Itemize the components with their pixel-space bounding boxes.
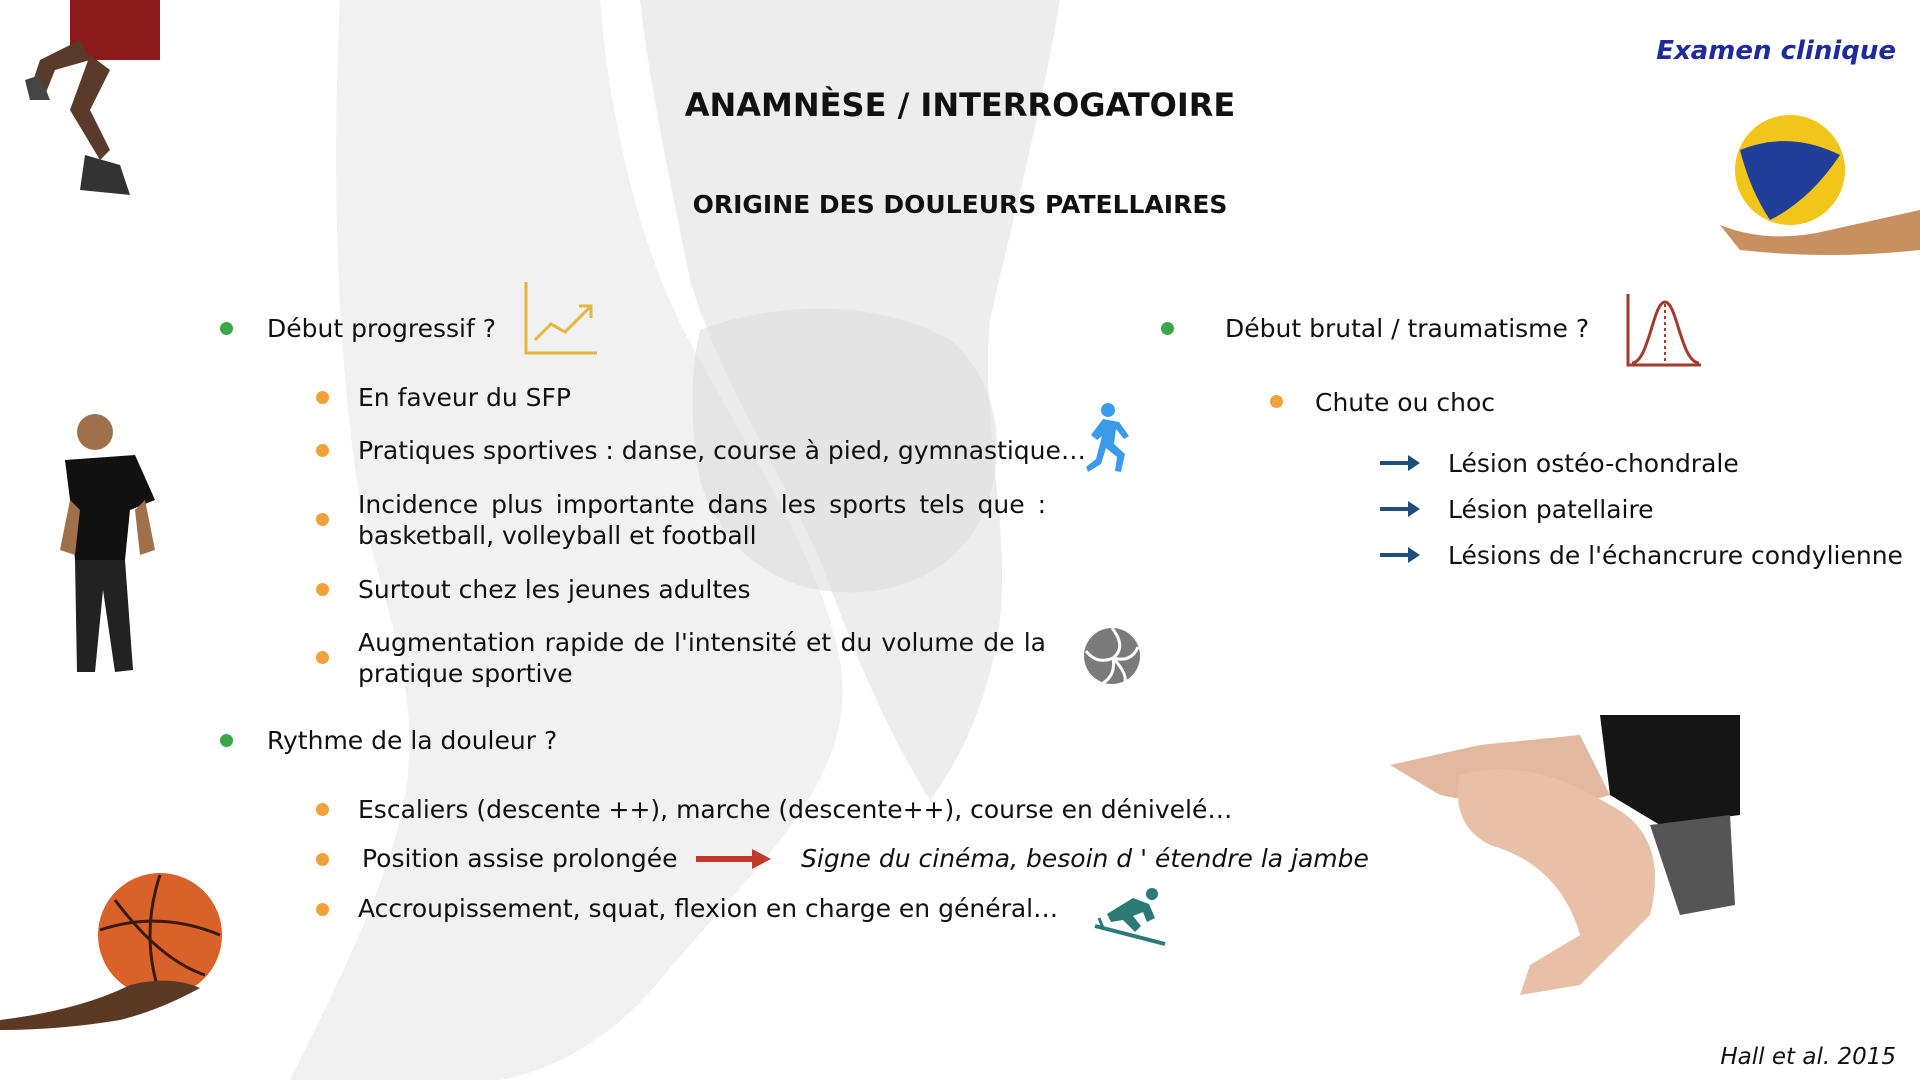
bullet-orange bbox=[316, 853, 329, 866]
page-subtitle: ORIGINE DES DOULEURS PATELLAIRES bbox=[692, 190, 1228, 219]
bullet-orange bbox=[316, 391, 329, 404]
heading-debut-brutal: Début brutal / traumatisme ? bbox=[1225, 314, 1590, 343]
citation: Hall et al. 2015 bbox=[1720, 1044, 1896, 1070]
lesion-item: Lésion patellaire bbox=[1448, 495, 1654, 524]
page-title: ANAMNÈSE / INTERROGATOIRE bbox=[684, 86, 1236, 124]
list-item: Accroupissement, squat, flexion en charge en général… bbox=[358, 894, 1059, 923]
bullet-green bbox=[220, 734, 233, 747]
heading-debut-progressif: Début progressif ? bbox=[267, 314, 496, 343]
lesion-item: Lésions de l'échancrure condylienne bbox=[1448, 541, 1903, 570]
arrow-right-icon bbox=[1380, 545, 1420, 565]
man-holding-knee-photo bbox=[55, 410, 175, 690]
arrow-right-icon bbox=[1380, 453, 1420, 473]
list-item: Pratiques sportives : danse, course à pied, gymnastique… bbox=[358, 436, 1086, 465]
runner-icon bbox=[1085, 402, 1137, 476]
lesion-item: Lésion ostéo-chondrale bbox=[1448, 449, 1739, 478]
trending-up-chart-icon bbox=[523, 280, 599, 356]
list-item: Incidence plus importante dans les sports tels que : basketball, volleyball et football bbox=[358, 490, 1046, 550]
arrow-right-icon bbox=[1380, 499, 1420, 519]
bullet-orange bbox=[1270, 395, 1283, 408]
heading-rythme-douleur: Rythme de la douleur ? bbox=[267, 726, 558, 755]
bullet-orange bbox=[316, 651, 329, 664]
list-item: En faveur du SFP bbox=[358, 383, 571, 412]
list-item: Surtout chez les jeunes adultes bbox=[358, 575, 751, 604]
sub-item: Chute ou choc bbox=[1315, 388, 1495, 417]
skier-icon bbox=[1093, 886, 1173, 946]
arrow-right-icon bbox=[696, 848, 772, 870]
bullet-green bbox=[220, 322, 233, 335]
bell-curve-icon bbox=[1625, 292, 1703, 368]
bullet-orange bbox=[316, 583, 329, 596]
bullet-orange bbox=[316, 444, 329, 457]
list-item: Position assise prolongée bbox=[362, 844, 678, 873]
bullet-green bbox=[1161, 322, 1174, 335]
squatting-woman-photo bbox=[1380, 715, 1760, 1015]
bullet-orange bbox=[316, 513, 329, 526]
basketball-in-hand-photo bbox=[0, 870, 230, 1030]
bullet-orange bbox=[316, 903, 329, 916]
volleyball-in-hand-photo bbox=[1680, 110, 1920, 260]
volleyball-icon bbox=[1083, 627, 1141, 685]
section-label: Examen clinique bbox=[1656, 36, 1896, 66]
bullet-orange bbox=[316, 803, 329, 816]
list-item: Escaliers (descente ++), marche (descente++), course en dénivelé… bbox=[358, 795, 1233, 824]
list-item: Augmentation rapide de l'intensité et du volume de la pratique sportive bbox=[358, 628, 1046, 688]
consequence-text: Signe du cinéma, besoin d ' étendre la jambe bbox=[801, 844, 1369, 873]
